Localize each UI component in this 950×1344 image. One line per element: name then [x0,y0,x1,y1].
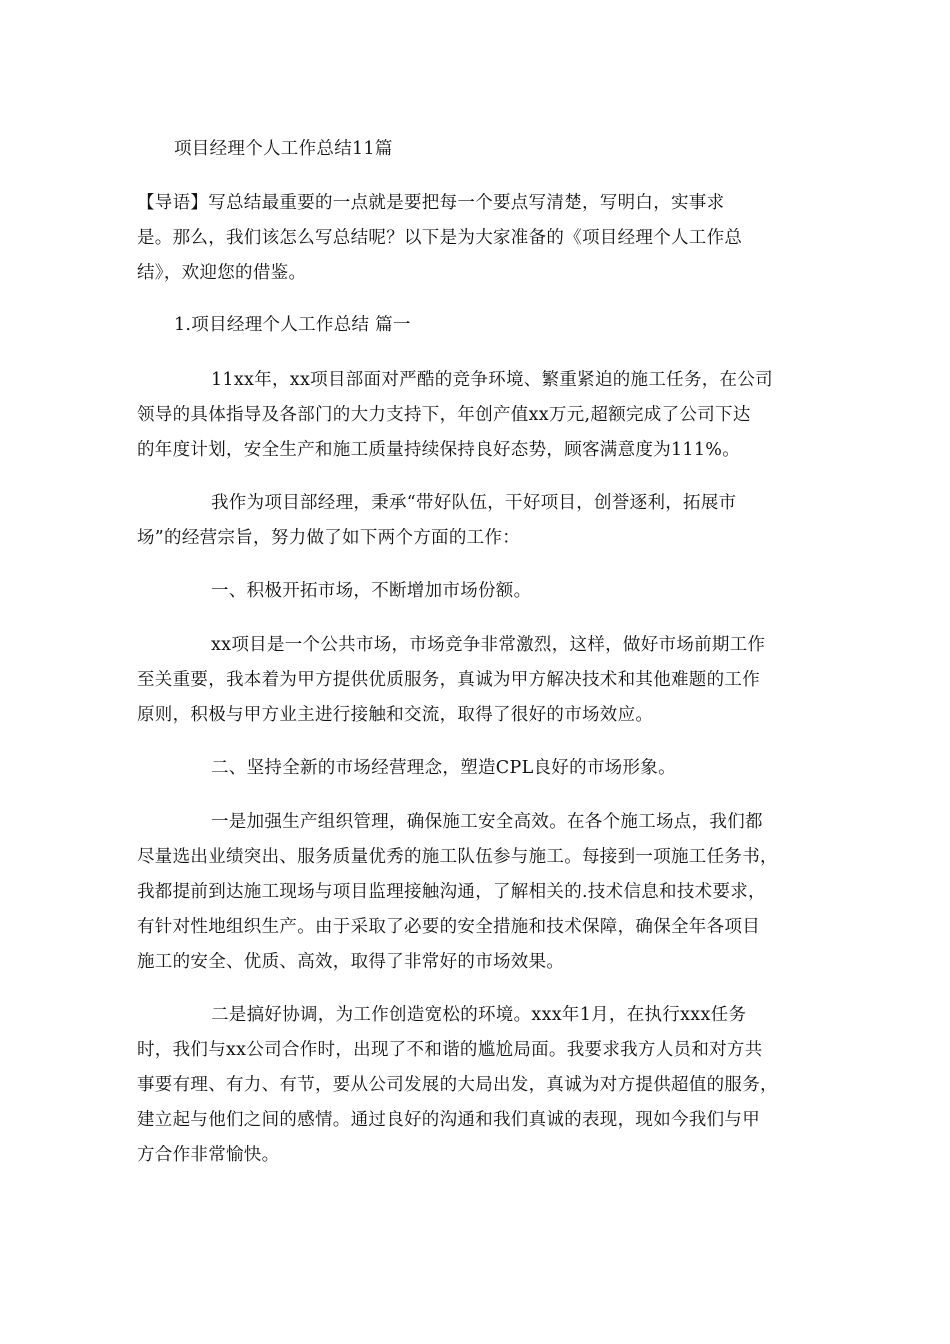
document-title: 项目经理个人工作总结11篇 [174,139,393,159]
text-line: 原则，积极与甲方业主进行接触和交流，取得了很好的市场效应。 [137,705,654,725]
text-line: xx项目是一个公共市场，市场竞争非常激烈，这样，做好市场前期工作 [211,635,766,655]
text-line: 场”的经营宗旨，努力做了如下两个方面的工作： [137,528,521,548]
text-line: 我都提前到达施工现场与项目监理接触沟通，了解相关的.技术信息和技术要求， [137,882,766,902]
text-line: 事要有理、有力、有节，要从公司发展的大局出发，真诚为对方提供超值的服务， [137,1075,778,1095]
text-line: 是。那么，我们该怎么写总结呢？以下是为大家准备的《项目经理个人工作总 [137,228,743,248]
text-line: 领导的具体指导及各部门的大力支持下，年创产值xx万元,超额完成了公司下达 [137,405,751,425]
text-line: 至关重要，我本着为甲方提供优质服务，真诚为甲方解决技术和其他难题的工作 [137,670,760,690]
text-line: 二是搞好协调，为工作创造宽松的环境。xxx年1月，在执行xxx任务 [211,1005,747,1025]
text-line: 建立起与他们之间的感情。通过良好的沟通和我们真诚的表现，现如今我们与甲 [137,1110,760,1130]
text-line: 的年度计划，安全生产和施工质量持续保持良好态势，顾客满意度为111%。 [137,440,741,460]
text-line: 方合作非常愉快。 [137,1145,280,1165]
text-line: 有针对性地组织生产。由于采取了必要的安全措施和技术保障，确保全年各项目 [137,917,760,937]
point-heading-1: 一、积极开拓市场，不断增加市场份额。 [211,581,532,601]
point-heading-2: 二、坚持全新的市场经营理念，塑造CPL良好的市场形象。 [211,758,676,778]
text-line: 我作为项目部经理，秉承“带好队伍，干好项目，创誉逐利，拓展市 [211,493,737,513]
section-heading: 1.项目经理个人工作总结 篇一 [174,315,411,335]
text-line: 11xx年，xx项目部面对严酷的竞争环境、繁重紧迫的施工任务，在公司 [211,370,773,390]
text-line: 【导语】写总结最重要的一点就是要把每一个要点写清楚，写明白，实事求 [137,193,725,213]
text-line: 一是加强生产组织管理，确保施工安全高效。在各个施工场点，我们都 [211,812,763,832]
text-line: 结》，欢迎您的借鉴。 [137,263,307,283]
text-line: 施工的安全、优质、高效，取得了非常好的市场效果。 [137,952,565,972]
text-line: 尽量选出业绩突出、服务质量优秀的施工队伍参与施工。每接到一项施工任务书， [137,847,778,867]
text-line: 时，我们与xx公司合作时，出现了不和谐的尴尬局面。我要求我方人员和对方共 [137,1040,763,1060]
